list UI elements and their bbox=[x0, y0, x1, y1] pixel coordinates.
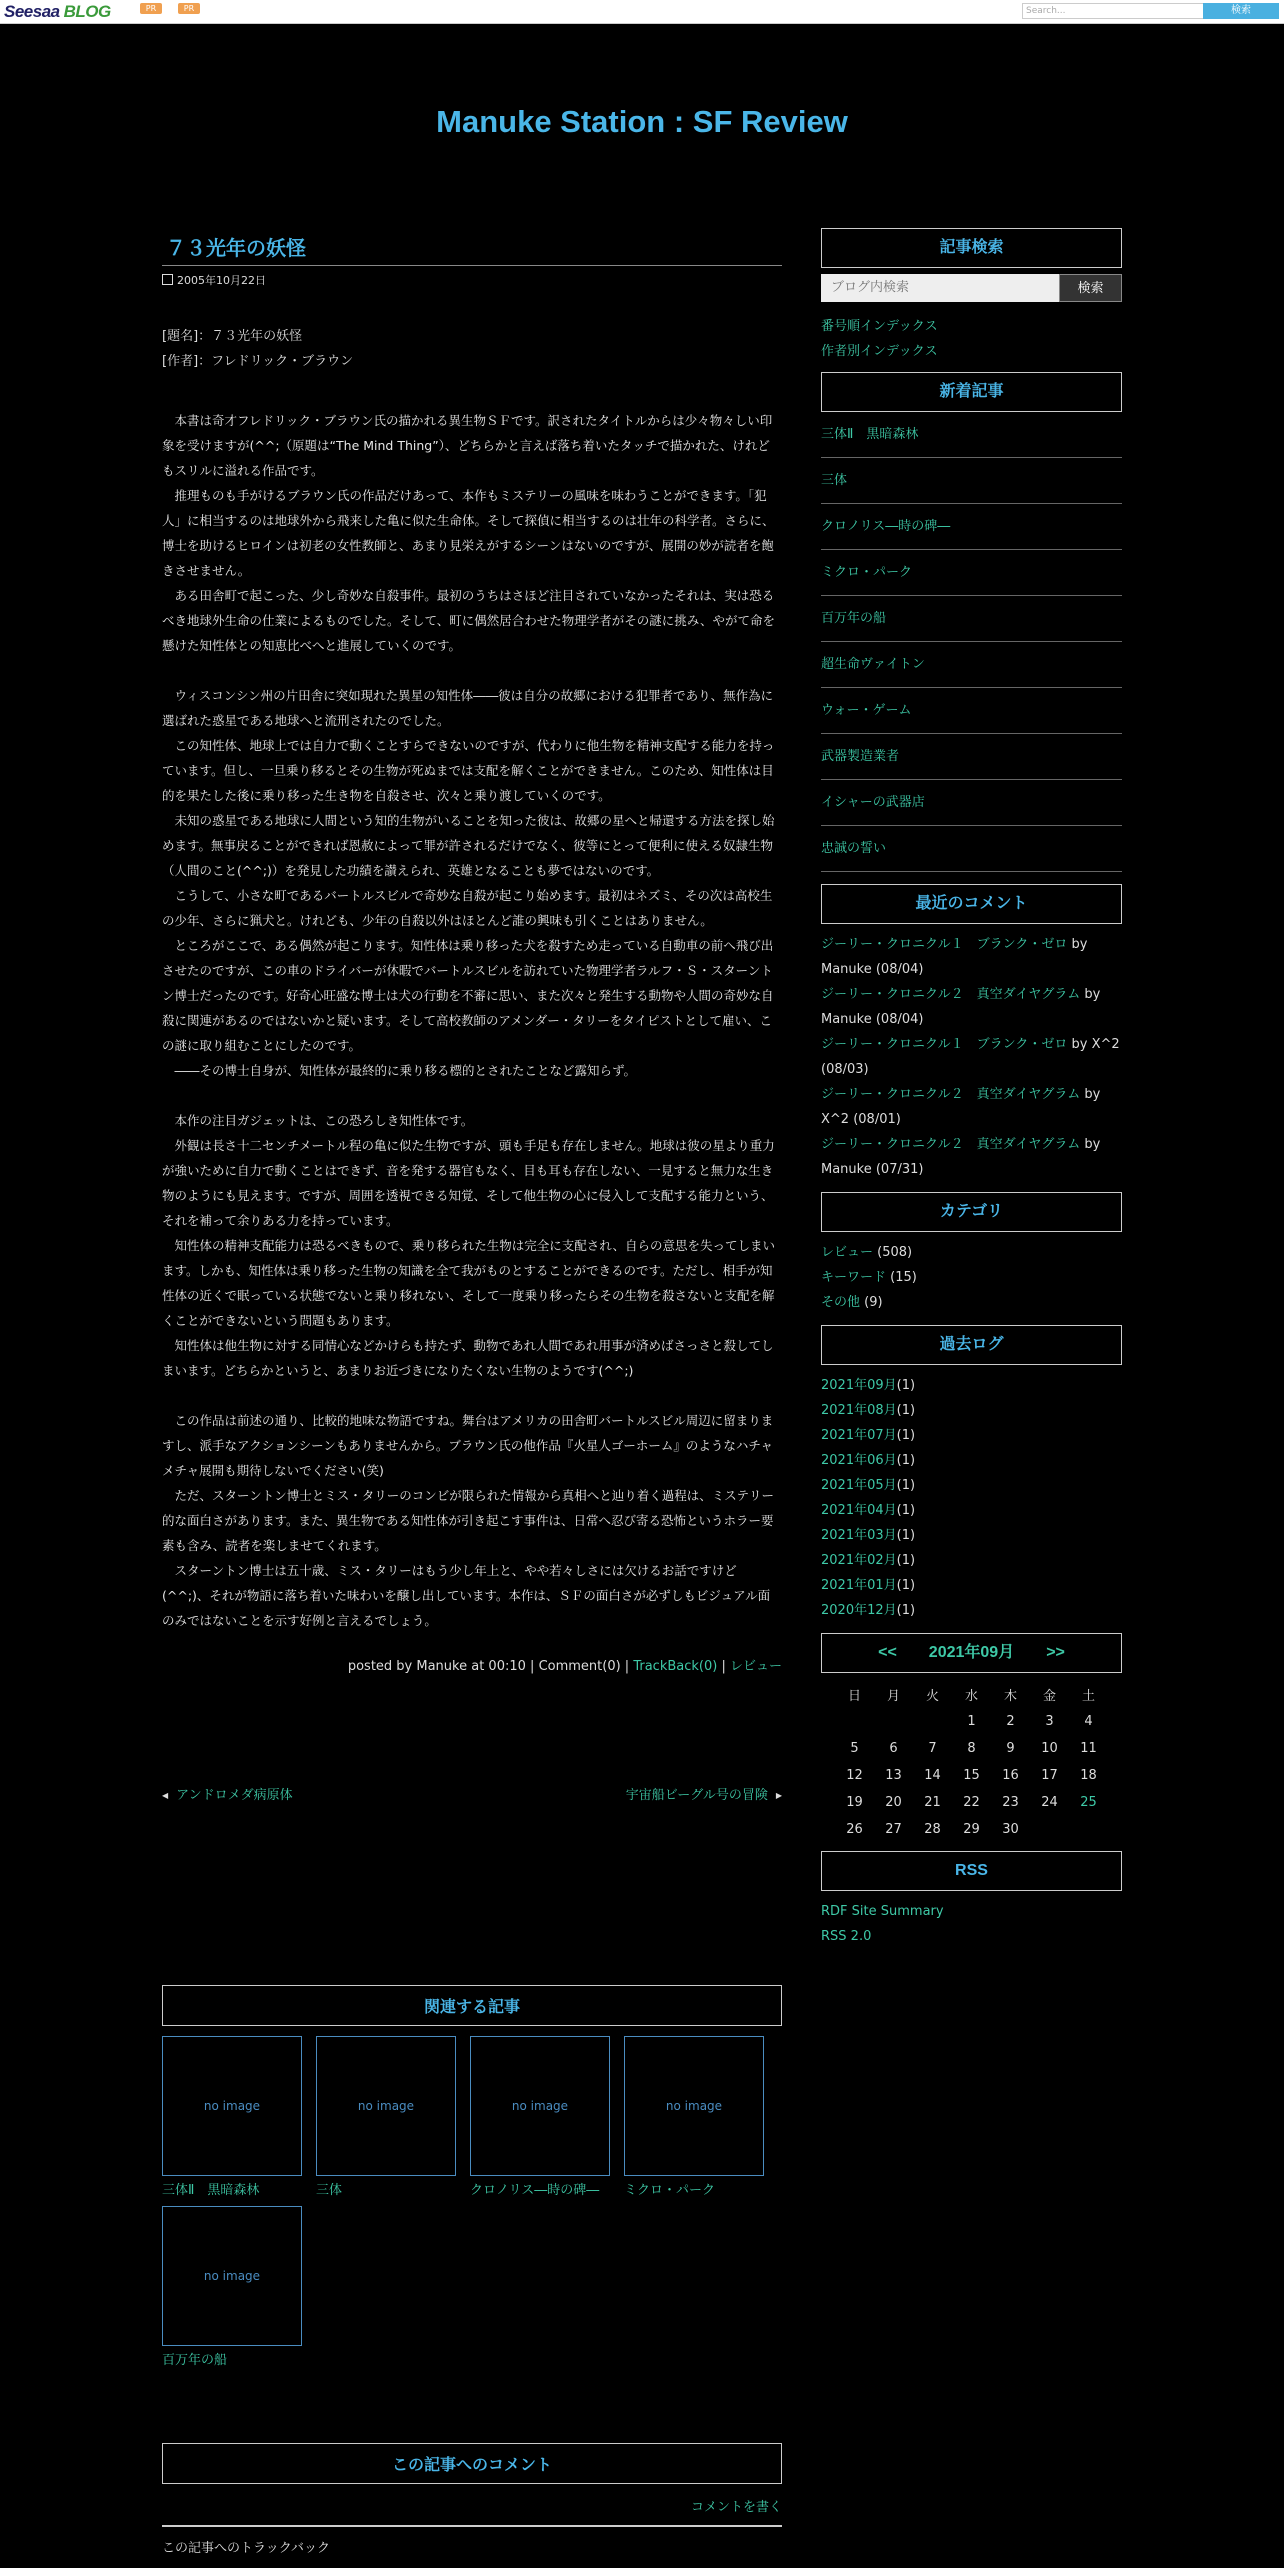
article-body bbox=[162, 408, 782, 1633]
calendar-heading bbox=[821, 1633, 1122, 1673]
calendar-day bbox=[1030, 1816, 1069, 1843]
calendar-day: 1 bbox=[967, 1714, 976, 1729]
new-article-item bbox=[821, 826, 1122, 872]
related-item[interactable] bbox=[470, 2036, 610, 2198]
archive-link[interactable]: 2021年04月 bbox=[821, 1503, 897, 1518]
no-image-placeholder[interactable]: no image bbox=[624, 2036, 764, 2176]
new-article-link[interactable]: クロノリス―時の碑― bbox=[821, 519, 951, 534]
calendar-day: 21 bbox=[924, 1795, 941, 1810]
article-paragraph: こうして、小さな町であるバートルスビルで奇妙な自殺が起こり始めます。最初はネズミ、その次は高校生の少年、さらに猟犬と。けれども、少年の自殺以外はほとんど誰の興味も引くことはありません。 bbox=[162, 888, 773, 928]
category-list bbox=[821, 1240, 1122, 1315]
calendar-day: 3 bbox=[1045, 1714, 1054, 1729]
article-paragraph: 推理ものも手がけるブラウン氏の作品だけあって、本作もミステリーの風味を味わうことができます。「犯人」に相当するのは地球外から飛来した亀に似た生命体。そして探偵に相当するのは壮年の科学者。さらに、博士を助けるヒロインは初老の女性教師と、あまり見栄えがするシーンはないのですが、展開の妙が読者を飽きさせません。 bbox=[162, 488, 775, 578]
archive-item bbox=[821, 1548, 1122, 1573]
archive-item bbox=[821, 1573, 1122, 1598]
no-image-placeholder[interactable]: no image bbox=[316, 2036, 456, 2176]
calendar-day: 12 bbox=[846, 1768, 863, 1783]
archive-link[interactable]: 2021年08月 bbox=[821, 1403, 897, 1418]
index-by-number-link[interactable]: 番号順インデックス bbox=[821, 319, 938, 334]
article-paragraph: 知性体の精神支配能力は恐るべきもので、乗り移られた生物は完全に支配され、自らの意思を失ってしまいます。しかも、知性体は乗り移った生物の知識を全て我がものとすることができるのです。ただし、相手が知性体の近くで眠っている状態でないと乗り移れない、そして一度乗り移ったらその生物を殺さないと支配を解くことができないという問題もあります。 bbox=[162, 1238, 776, 1328]
no-image-placeholder[interactable]: no image bbox=[162, 2206, 302, 2346]
new-article-item bbox=[821, 550, 1122, 596]
pr-badge-1[interactable]: PR bbox=[140, 3, 162, 14]
calendar-day: 24 bbox=[1041, 1795, 1058, 1810]
category-link[interactable]: レビュー bbox=[821, 1245, 874, 1260]
recent-comment-author: by Manuke (08/04) bbox=[821, 937, 1088, 977]
related-thumbs bbox=[162, 2036, 782, 2376]
related-item-title[interactable]: ミクロ・パーク bbox=[624, 2183, 716, 2198]
new-article-link[interactable]: ミクロ・パーク bbox=[821, 565, 913, 580]
archive-item bbox=[821, 1523, 1122, 1548]
calendar-day: 27 bbox=[885, 1822, 902, 1837]
archive-link[interactable]: 2021年07月 bbox=[821, 1428, 897, 1443]
calendar-weekday: 土 bbox=[1081, 1689, 1095, 1704]
archive-count: (1) bbox=[896, 1603, 916, 1618]
new-article-link[interactable]: 百万年の船 bbox=[821, 611, 887, 626]
paragraph-gap bbox=[162, 1083, 782, 1108]
article-date-text: 2005年10月22日 bbox=[177, 274, 266, 287]
comments-section bbox=[162, 2443, 782, 2556]
new-article-link[interactable]: 忠誠の誓い bbox=[821, 841, 887, 856]
recent-comment-item bbox=[821, 1082, 1122, 1132]
top-search-input[interactable]: Search... bbox=[1022, 3, 1208, 19]
article-paragraph: この知性体、地球上では自力で動くことすらできないのですが、代わりに他生物を精神支配する能力を持っています。但し、一旦乗り移るとその生物が死ぬまでは支配を解くことができません。このため、知性体は目的を果たした後に乗り移った生き物を自殺させ、次々と乗り渡していくのです。 bbox=[162, 738, 775, 803]
blog-search bbox=[821, 274, 1122, 302]
calendar-weekday: 火 bbox=[925, 1689, 939, 1704]
archive-link[interactable]: 2021年01月 bbox=[821, 1578, 897, 1593]
article-date bbox=[162, 272, 782, 288]
calendar-weekday: 木 bbox=[1003, 1689, 1017, 1704]
calendar-day: 30 bbox=[1002, 1822, 1019, 1837]
calendar-day: 18 bbox=[1080, 1768, 1097, 1783]
no-image-placeholder[interactable]: no image bbox=[470, 2036, 610, 2176]
recent-comment-item bbox=[821, 1132, 1122, 1182]
archive-count: (1) bbox=[896, 1403, 916, 1418]
recent-comment-link[interactable]: ジーリー・クロニクル２ 真空ダイヤグラム bbox=[821, 1137, 1081, 1152]
calendar-day bbox=[913, 1708, 952, 1735]
article-paragraph: 未知の惑星である地球に人間という知的生物がいることを知った彼は、故郷の星へと帰還する方法を探し始めます。無事戻ることができれば恩赦によって罪が許されるだけでなく、彼等にとって便利に使える奴隷生物（人間のこと(^^;)）を発見した功績を讃えられ、英雄となることも夢ではないのです。 bbox=[162, 813, 775, 878]
related-item[interactable] bbox=[316, 2036, 456, 2198]
blog-search-input[interactable]: ブログ内検索 bbox=[821, 274, 1059, 302]
rss-rdf-link[interactable]: RDF Site Summary bbox=[821, 1904, 944, 1919]
recent-comment-author: by Manuke (07/31) bbox=[821, 1137, 1101, 1177]
comments-heading: この記事へのコメント bbox=[162, 2443, 782, 2484]
calendar-day[interactable]: 25 bbox=[1080, 1795, 1097, 1810]
archive-count: (1) bbox=[896, 1528, 916, 1543]
article-meta bbox=[162, 324, 782, 374]
article-paragraph: ある田舎町で起こった、少し奇妙な自殺事件。最初のうちはさほど注目されていなかったそれは、実は恐るべき地球外生命の仕業によるものでした。そして、町に偶然居合わせた物理学者がその謎に挑み、やがて命を懸けた知性体との知恵比べへと進展していくのです。 bbox=[162, 588, 776, 653]
new-article-link[interactable]: イシャーの武器店 bbox=[821, 795, 925, 810]
calendar-day: 5 bbox=[850, 1741, 859, 1756]
calendar-weekday: 日 bbox=[847, 1689, 861, 1704]
archive-list bbox=[821, 1373, 1122, 1623]
calendar-day: 13 bbox=[885, 1768, 902, 1783]
related-item-title[interactable]: 百万年の船 bbox=[162, 2353, 228, 2368]
related-heading: 関連する記事 bbox=[162, 1985, 782, 2026]
category-item bbox=[821, 1265, 1122, 1290]
recent-comment-link[interactable]: ジーリー・クロニクル１ ブランク・ゼロ bbox=[821, 937, 1068, 952]
trackback-link[interactable]: TrackBack(0) bbox=[633, 1659, 718, 1674]
article-paragraph: 本書は奇才フレドリック・ブラウン氏の描かれる異生物ＳＦです。訳されたタイトルからは少々物々しい印象を受けますが(^^;（原題は“The Mind Thing”）、どちらかと言えば落ち着いたタッチで描かれた、けれどもスリルに溢れる作品です。 bbox=[162, 413, 773, 478]
archive-count: (1) bbox=[896, 1378, 916, 1393]
category-item bbox=[821, 1240, 1122, 1265]
blog-search-button[interactable]: 検索 bbox=[1059, 274, 1122, 302]
calendar-day: 9 bbox=[1006, 1741, 1015, 1756]
comment-count[interactable]: Comment(0) bbox=[538, 1659, 621, 1674]
article-paragraph: スターントン博士は五十歳、ミス・タリーはもう少し年上と、やや若々しさには欠けるお話ですけど(^^;)、それが物語に落ち着いた味わいを醸し出しています。本作は、ＳＦの面白さが必ずしもビジュアル面のみではないことを示す好例と言えるでしょう。 bbox=[162, 1563, 771, 1628]
archive-item bbox=[821, 1598, 1122, 1623]
calendar-day: 22 bbox=[963, 1795, 980, 1810]
calendar-day: 8 bbox=[967, 1741, 976, 1756]
recent-comment-author: by X^2 (08/01) bbox=[821, 1087, 1101, 1127]
new-article-link[interactable]: 三体Ⅱ 黒暗森林 bbox=[821, 427, 919, 442]
article-paragraph: ウィスコンシン州の片田舎に突如現れた異星の知性体――彼は自分の故郷における犯罪者であり、無作為に選ばれた惑星である地球へと流刑されたのでした。 bbox=[162, 688, 774, 728]
related-item-title[interactable]: 三体 bbox=[316, 2183, 343, 2198]
posted-by: posted by Manuke at 00:10 bbox=[347, 1659, 526, 1674]
new-articles-heading: 新着記事 bbox=[821, 372, 1122, 412]
archive-count: (1) bbox=[896, 1453, 916, 1468]
recent-comment-item bbox=[821, 982, 1122, 1032]
new-articles-list bbox=[821, 412, 1122, 872]
archive-item bbox=[821, 1373, 1122, 1398]
archive-count: (1) bbox=[896, 1578, 916, 1593]
calendar-day: 20 bbox=[885, 1795, 902, 1810]
archive-link[interactable]: 2021年09月 bbox=[821, 1378, 897, 1393]
calendar-day: 23 bbox=[1002, 1795, 1019, 1810]
calendar-day bbox=[1069, 1816, 1108, 1843]
calendar-day: 2 bbox=[1006, 1714, 1015, 1729]
archive-count: (1) bbox=[896, 1428, 916, 1443]
recent-comment-author: by Manuke (08/04) bbox=[821, 987, 1101, 1027]
sidebar bbox=[821, 228, 1122, 1949]
category-link[interactable]: レビュー bbox=[729, 1659, 782, 1674]
related-item[interactable] bbox=[162, 2036, 302, 2198]
archive-link[interactable]: 2021年03月 bbox=[821, 1528, 897, 1543]
article-paragraph: 本作の注目ガジェットは、この恐ろしき知性体です。 bbox=[174, 1113, 474, 1128]
post-navigation bbox=[162, 1784, 782, 1804]
calendar-day bbox=[835, 1708, 874, 1735]
calendar-day: 15 bbox=[963, 1768, 980, 1783]
meta-title: [題名]：７３光年の妖怪 bbox=[162, 329, 303, 344]
article-paragraph: ただ、スターントン博士とミス・タリーのコンビが限られた情報から真相へと辿り着く過程は、ミステリー的な面白さがあります。また、異生物である知性体が引き起こす事件は、日常へ忍び寄る恐怖というホラー要素も含み、読者を楽しませてくれます。 bbox=[162, 1488, 775, 1553]
archive-item bbox=[821, 1398, 1122, 1423]
archive-count: (1) bbox=[896, 1553, 916, 1568]
calendar-day: 6 bbox=[889, 1741, 898, 1756]
new-article-item bbox=[821, 780, 1122, 826]
article-paragraph: ――その博士自身が、知性体が最終的に乗り移る標的とされたことなど露知らず。 bbox=[174, 1063, 637, 1078]
calendar-day: 11 bbox=[1080, 1741, 1097, 1756]
calendar-day: 4 bbox=[1084, 1714, 1093, 1729]
article-paragraph: ところがここで、ある偶然が起こります。知性体は乗り移った犬を殺すため走っている自動車の前へ飛び出させたのですが、この車のドライバーが休暇でバートルスビルを訪れていた物理学者ラルフ・Ｓ・スターントン博士だったのです。好奇心旺盛な博士は犬の行動を不審に思い、また次々と発生する動物や人間の奇妙な自殺に関連があるのではないかと疑います。そして高校教師のアメンダー・タリーをタイピストとして雇い、この謎に取り組むことにしたのです。 bbox=[162, 938, 774, 1053]
calendar-month: 2021年09月 bbox=[928, 1644, 1015, 1661]
category-count: (15) bbox=[890, 1270, 917, 1285]
recent-comment-link[interactable]: ジーリー・クロニクル１ ブランク・ゼロ bbox=[821, 1037, 1068, 1052]
post-info: posted by Manuke at 00:10 | Comment(0) | TrackBack(0) | レビュー bbox=[347, 1659, 782, 1674]
prev-post-link[interactable]: ◀ アンドロメダ病原体 bbox=[162, 1784, 293, 1803]
calendar-day bbox=[874, 1708, 913, 1735]
related-articles bbox=[162, 1985, 782, 2376]
archive-item bbox=[821, 1423, 1122, 1448]
new-article-link[interactable]: 超生命ヴァイトン bbox=[821, 657, 925, 672]
calendar-day: 28 bbox=[924, 1822, 941, 1837]
recent-comments-list bbox=[821, 932, 1122, 1182]
calendar-next-link[interactable]: >> bbox=[1046, 1644, 1065, 1661]
new-article-item bbox=[821, 412, 1122, 458]
archive-item bbox=[821, 1473, 1122, 1498]
archive-item bbox=[821, 1498, 1122, 1523]
calendar-day: 26 bbox=[846, 1822, 863, 1837]
paragraph-gap bbox=[162, 658, 782, 683]
article-paragraph: 知性体は他生物に対する同情心などかけらも持たず、動物であれ人間であれ用事が済めばさっさと殺してしまいます。どちらかというと、あまりお近づきになりたくない生物のようです(^^;) bbox=[162, 1338, 774, 1378]
calendar-table bbox=[835, 1681, 1108, 1843]
rss-20-link[interactable]: RSS 2.0 bbox=[821, 1929, 872, 1944]
article-paragraph: 外観は長さ十二センチメートル程の亀に似た生物ですが、頭も手足も存在しません。地球は彼の星より重力が強いために自力で動くことはできず、音を発する器官もなく、目も耳も存在しない、一見すると無力な生き物のようにも見えます。ですが、周囲を透視できる知覚、そして他生物の心に侵入して支配する能力という、それを補って余りある力を持っています。 bbox=[162, 1138, 775, 1228]
new-article-item bbox=[821, 596, 1122, 642]
calendar-weekday: 月 bbox=[886, 1689, 900, 1704]
new-article-item bbox=[821, 504, 1122, 550]
calendar-day: 14 bbox=[924, 1768, 941, 1783]
recent-comment-link[interactable]: ジーリー・クロニクル２ 真空ダイヤグラム bbox=[821, 1087, 1081, 1102]
write-comment-link[interactable]: コメントを書く bbox=[690, 2500, 782, 2515]
archive-item bbox=[821, 1448, 1122, 1473]
archive-count: (1) bbox=[896, 1478, 916, 1493]
calendar-day: 7 bbox=[928, 1741, 937, 1756]
calendar-day: 16 bbox=[1002, 1768, 1019, 1783]
paragraph-gap bbox=[162, 1383, 782, 1408]
recent-comment-item bbox=[821, 932, 1122, 982]
new-article-item bbox=[821, 458, 1122, 504]
category-count: (508) bbox=[877, 1245, 913, 1260]
related-item-title[interactable]: 三体Ⅱ 黒暗森林 bbox=[162, 2183, 260, 2198]
new-article-link[interactable]: ウォー・ゲーム bbox=[821, 703, 912, 718]
recent-comment-author: by X^2 (08/03) bbox=[821, 1037, 1120, 1077]
calendar-weekday: 金 bbox=[1042, 1689, 1056, 1704]
recent-comment-item bbox=[821, 1032, 1122, 1082]
new-article-link[interactable]: 武器製造業者 bbox=[821, 749, 900, 764]
archive-link[interactable]: 2020年12月 bbox=[821, 1603, 897, 1618]
archive-link[interactable]: 2021年06月 bbox=[821, 1453, 897, 1468]
category-item bbox=[821, 1290, 1122, 1315]
related-item[interactable] bbox=[162, 2206, 302, 2368]
article-title[interactable]: ７３光年の妖怪 bbox=[162, 230, 782, 266]
calendar-icon bbox=[162, 274, 173, 285]
category-count: (9) bbox=[864, 1295, 883, 1310]
archive-count: (1) bbox=[896, 1503, 916, 1518]
new-article-item bbox=[821, 688, 1122, 734]
logo-sub: BLOG bbox=[63, 2, 111, 21]
next-post-link[interactable]: 宇宙船ビーグル号の冒険 ▶ bbox=[626, 1784, 782, 1803]
site-title[interactable]: Manuke Station : SF Review bbox=[436, 104, 848, 139]
calendar-day: 29 bbox=[963, 1822, 980, 1837]
recent-comments-heading: 最近のコメント bbox=[821, 884, 1122, 924]
calendar-day: 10 bbox=[1041, 1741, 1058, 1756]
related-item[interactable] bbox=[624, 2036, 764, 2198]
category-link[interactable]: キーワード bbox=[821, 1270, 887, 1285]
category-heading: カテゴリ bbox=[821, 1192, 1122, 1232]
no-image-placeholder[interactable]: no image bbox=[162, 2036, 302, 2176]
top-bar bbox=[0, 0, 1284, 24]
calendar-day: 17 bbox=[1041, 1768, 1058, 1783]
seesaa-logo[interactable] bbox=[4, 2, 111, 22]
related-item-title[interactable]: クロノリス―時の碑― bbox=[470, 2183, 600, 2198]
category-link[interactable]: その他 bbox=[821, 1295, 861, 1310]
calendar-day: 19 bbox=[846, 1795, 863, 1810]
top-search-button[interactable]: 検索 bbox=[1203, 3, 1279, 19]
search-heading: 記事検索 bbox=[821, 228, 1122, 268]
new-article-link[interactable]: 三体 bbox=[821, 473, 848, 488]
index-by-author-link[interactable]: 作者別インデックス bbox=[821, 344, 938, 359]
calendar-weekday: 水 bbox=[964, 1689, 978, 1704]
calendar-prev-link[interactable]: << bbox=[878, 1644, 897, 1661]
new-article-item bbox=[821, 642, 1122, 688]
pr-badge-2[interactable]: PR bbox=[178, 3, 200, 14]
logo-main: Seesaa bbox=[4, 2, 60, 21]
article bbox=[162, 230, 782, 1804]
meta-author: [作者]：フレドリック・ブラウン bbox=[162, 354, 354, 369]
rss-heading: RSS bbox=[821, 1851, 1122, 1891]
archive-link[interactable]: 2021年02月 bbox=[821, 1553, 897, 1568]
trackback-heading: この記事へのトラックバック bbox=[162, 2525, 782, 2556]
article-paragraph: この作品は前述の通り、比較的地味な物語ですね。舞台はアメリカの田舎町バートルスビル周辺に留まりますし、派手なアクションシーンもありませんから。ブラウン氏の他作品『火星人ゴーホーム』のようなハチャメチャ展開も期待しないでください(笑) bbox=[162, 1413, 774, 1478]
new-article-item bbox=[821, 734, 1122, 780]
archive-heading: 過去ログ bbox=[821, 1325, 1122, 1365]
recent-comment-link[interactable]: ジーリー・クロニクル２ 真空ダイヤグラム bbox=[821, 987, 1081, 1002]
archive-link[interactable]: 2021年05月 bbox=[821, 1478, 897, 1493]
